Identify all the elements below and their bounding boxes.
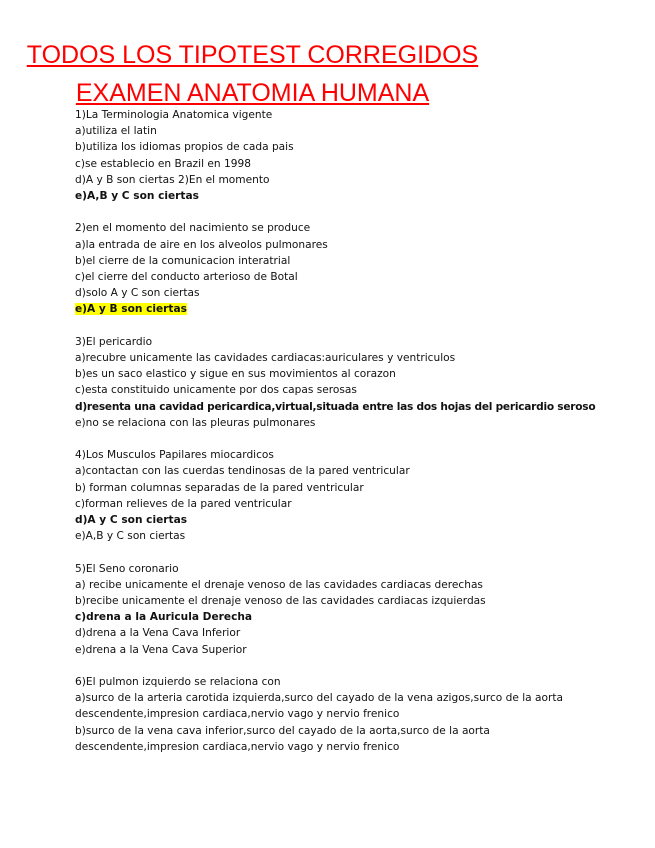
correct-answer-option: d)resenta una cavidad pericardica,virtual,situada entre las dos hojas del pericardio seroso (75, 400, 596, 413)
answer-option: a)la entrada de aire en los alveolos pulmonares (75, 238, 328, 251)
answer-option: a)contactan con las cuerdas tendinosas de la pared ventricular (75, 465, 410, 478)
answer-option: b)es un saco elastico y sigue en sus movimientos al corazon (75, 368, 396, 381)
answer-option: a)recubre unicamente las cavidades cardiacas:auriculares y ventriculos (75, 352, 456, 365)
answer-option: e)A,B y C son ciertas (75, 530, 186, 543)
correct-answer-option: e)A,B y C son ciertas (75, 190, 199, 203)
answer-option: b)recibe unicamente el drenaje venoso de las cavidades cardiacas izquierdas (75, 595, 486, 608)
answer-option: b) forman columnas separadas de la pared ventricular (75, 481, 364, 494)
question-text: 3)El pericardio (75, 335, 153, 348)
answer-option: b)utiliza los idiomas propios de cada pais (75, 141, 294, 154)
answer-option: d)drena a la Vena Cava Inferior (75, 627, 241, 640)
correct-answer-option: c)drena a la Auricula Derecha (75, 611, 253, 624)
question-block (75, 674, 595, 755)
answer-option: e)no se relaciona con las pleuras pulmonares (75, 416, 316, 429)
question-text: 2)en el momento del nacimiento se produce (75, 222, 311, 235)
question-list (75, 107, 595, 771)
answer-option: d)A y B son ciertas 2)En el momento (75, 173, 270, 186)
question-block (75, 561, 595, 658)
question-block (75, 334, 595, 431)
question-text: 1)La Terminologia Anatomica vigente (75, 109, 273, 121)
question-text: 5)El Seno coronario (75, 562, 179, 575)
answer-option: c)el cierre del conducto arterioso de Botal (75, 271, 298, 284)
question-block (75, 220, 595, 317)
question-block (75, 447, 595, 544)
answer-option: e)drena a la Vena Cava Superior (75, 643, 247, 656)
highlighted-correct-answer: e)A y B son ciertas (75, 303, 187, 316)
answer-option: c)esta constituido unicamente por dos capas serosas (75, 384, 357, 397)
answer-option: d)solo A y C son ciertas (75, 287, 200, 300)
question-block (75, 107, 595, 204)
answer-option: b)el cierre de la comunicacion interatrial (75, 254, 291, 267)
answer-option: a)surco de la arteria carotida izquierda,surco del cayado de la vena azigos,surco de la aorta descendente,impresion cardiaca,nervio vago y nervio frenico (75, 692, 564, 721)
question-text: 4)Los Musculos Papilares miocardicos (75, 449, 274, 462)
answer-option: c)forman relieves de la pared ventricular (75, 497, 292, 510)
question-text: 6)El pulmon izquierdo se relaciona con (75, 676, 281, 689)
document-title-line-2: EXAMEN ANATOMIA HUMANA (75, 79, 430, 107)
answer-option: a)utiliza el latin (75, 125, 157, 138)
answer-option: c)se establecio en Brazil en 1998 (75, 157, 251, 170)
answer-option: a) recibe unicamente el drenaje venoso de las cavidades cardiacas derechas (75, 578, 483, 591)
answer-option: b)surco de la vena cava inferior,surco del cayado de la aorta,surco de la aorta descendente,impresion cardiaca,nervio vago y nervio frenico (75, 724, 490, 753)
correct-answer-option: d)A y C son ciertas (75, 514, 188, 527)
document-title-line-1: TODOS LOS TIPOTEST CORREGIDOS (26, 41, 479, 69)
